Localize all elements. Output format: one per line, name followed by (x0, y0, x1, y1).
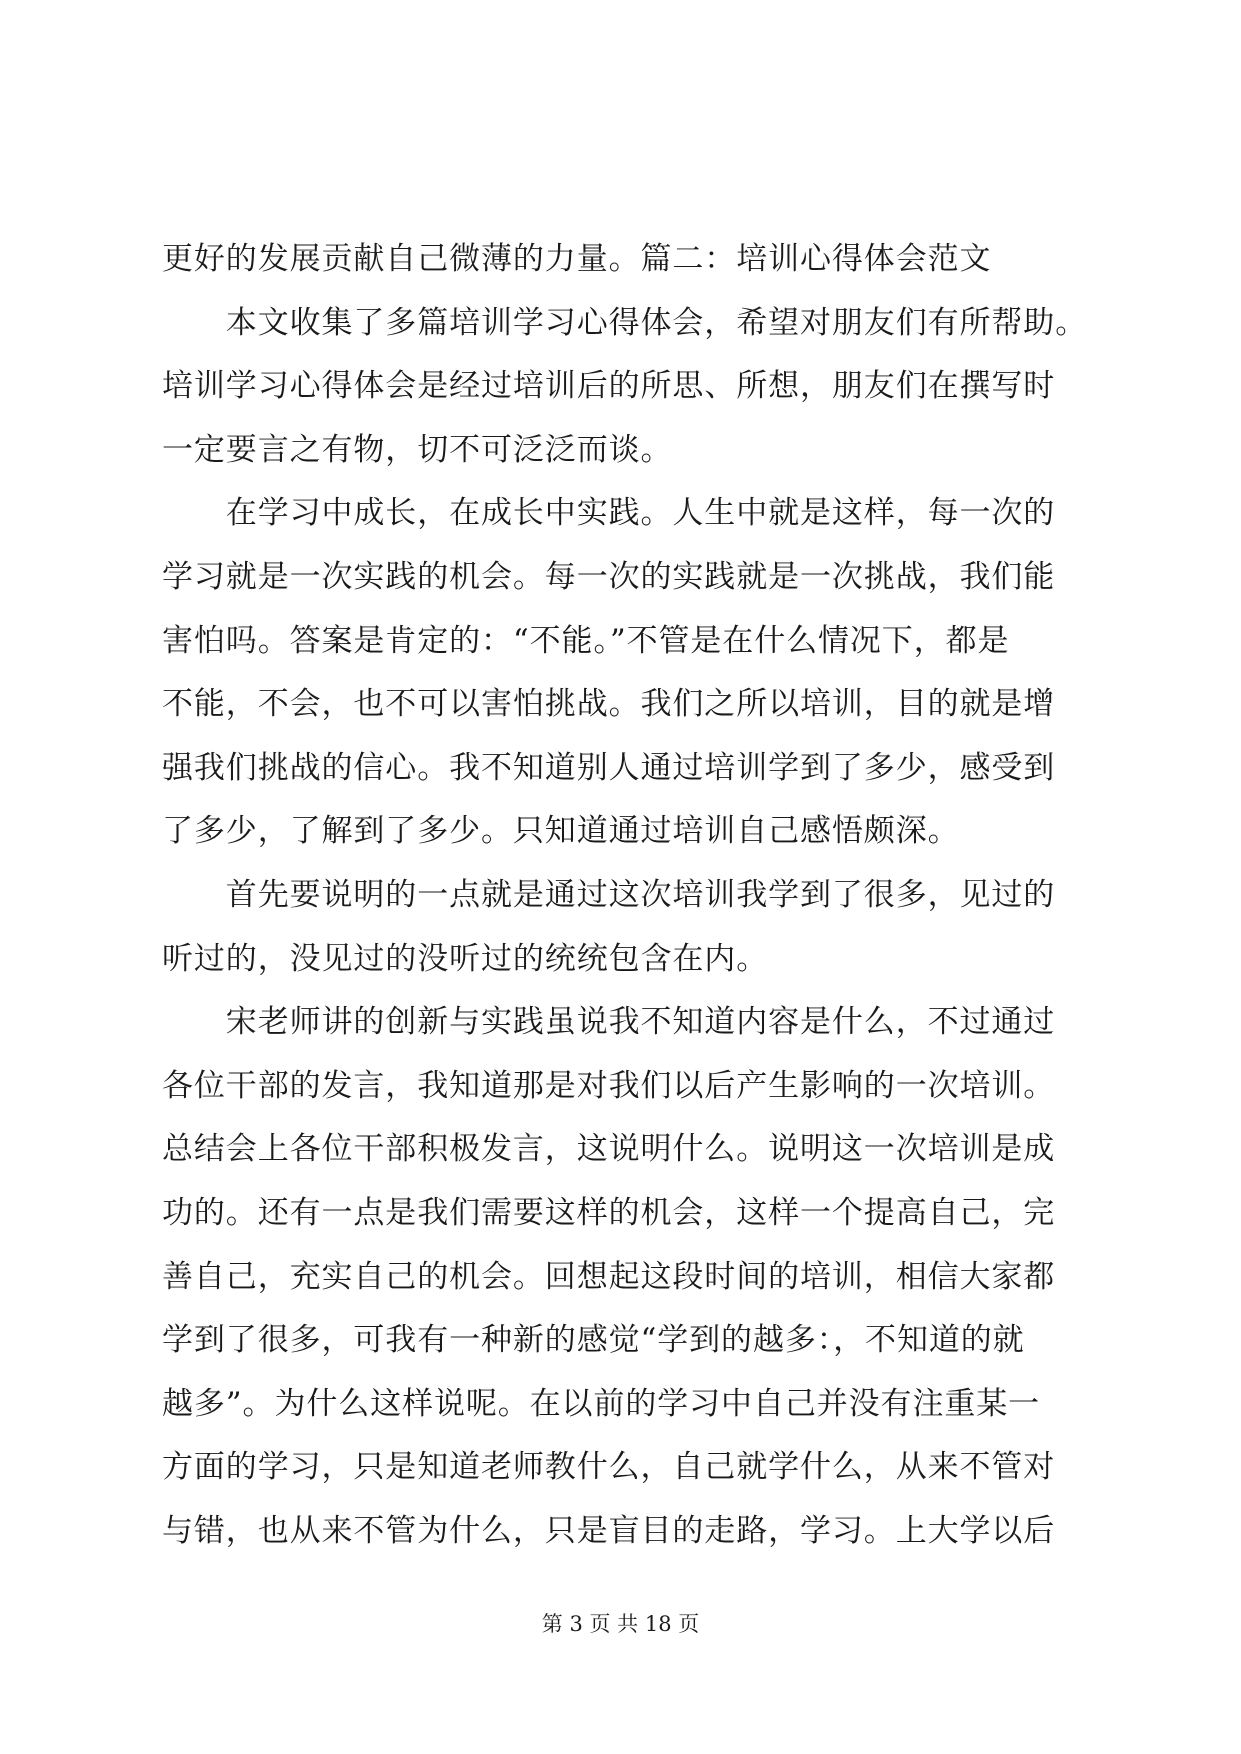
text-line: 越多”。为什么这样说呢。在以前的学习中自己并没有注重某一 (162, 1385, 1041, 1422)
text-line: 强我们挑战的信心。我不知道别人通过培训学到了多少，感受到 (162, 749, 1056, 786)
text-line: 学习就是一次实践的机会。每一次的实践就是一次挑战，我们能 (162, 558, 1056, 595)
text-line: 了多少，了解到了多少。只知道通过培训自己感悟颇深。 (162, 813, 960, 850)
text-line: 害怕吗。答案是肯定的：“不能。”不管是在什么情况下，都是 (162, 622, 1010, 659)
text-line: 培训学习心得体会是经过培训后的所思、所想，朋友们在撰写时 (162, 368, 1056, 405)
text-line: 学到了很多，可我有一种新的感觉“学到的越多：，不知道的就 (162, 1322, 1025, 1359)
text-line: 善自己，充实自己的机会。回想起这段时间的培训，相信大家都 (162, 1258, 1056, 1295)
text-line: 首先要说明的一点就是通过这次培训我学到了很多，见过的 (162, 876, 1056, 913)
text-line: 宋老师讲的创新与实践虽说我不知道内容是什么，不过通过 (162, 1004, 1056, 1041)
text-line: 一定要言之有物，切不可泛泛而谈。 (162, 431, 673, 468)
document-body (162, 228, 1092, 1563)
text-line: 各位干部的发言，我知道那是对我们以后产生影响的一次培训。 (162, 1067, 1056, 1104)
text-line: 总结会上各位干部积极发言，这说明什么。说明这一次培训是成 (162, 1131, 1056, 1168)
text-line: 与错，也从来不管为什么，只是盲目的走路，学习。上大学以后 (162, 1512, 1056, 1549)
text-line: 在学习中成长，在成长中实践。人生中就是这样，每一次的 (162, 495, 1056, 532)
text-line: 本文收集了多篇培训学习心得体会，希望对朋友们有所帮助。 (162, 304, 1088, 341)
text-line: 不能，不会，也不可以害怕挑战。我们之所以培训，目的就是增 (162, 686, 1056, 723)
text-line: 更好的发展贡献自己微薄的力量。篇二：培训心得体会范文 (162, 241, 992, 277)
text-line: 方面的学习，只是知道老师教什么，自己就学什么，从来不管对 (162, 1449, 1056, 1486)
text-line: 功的。还有一点是我们需要这样的机会，这样一个提高自己，完 (162, 1194, 1056, 1231)
page-number-footer: 第 3 页 共 18 页 (541, 1612, 700, 1636)
text-line: 听过的，没见过的没听过的统统包含在内。 (162, 940, 769, 977)
